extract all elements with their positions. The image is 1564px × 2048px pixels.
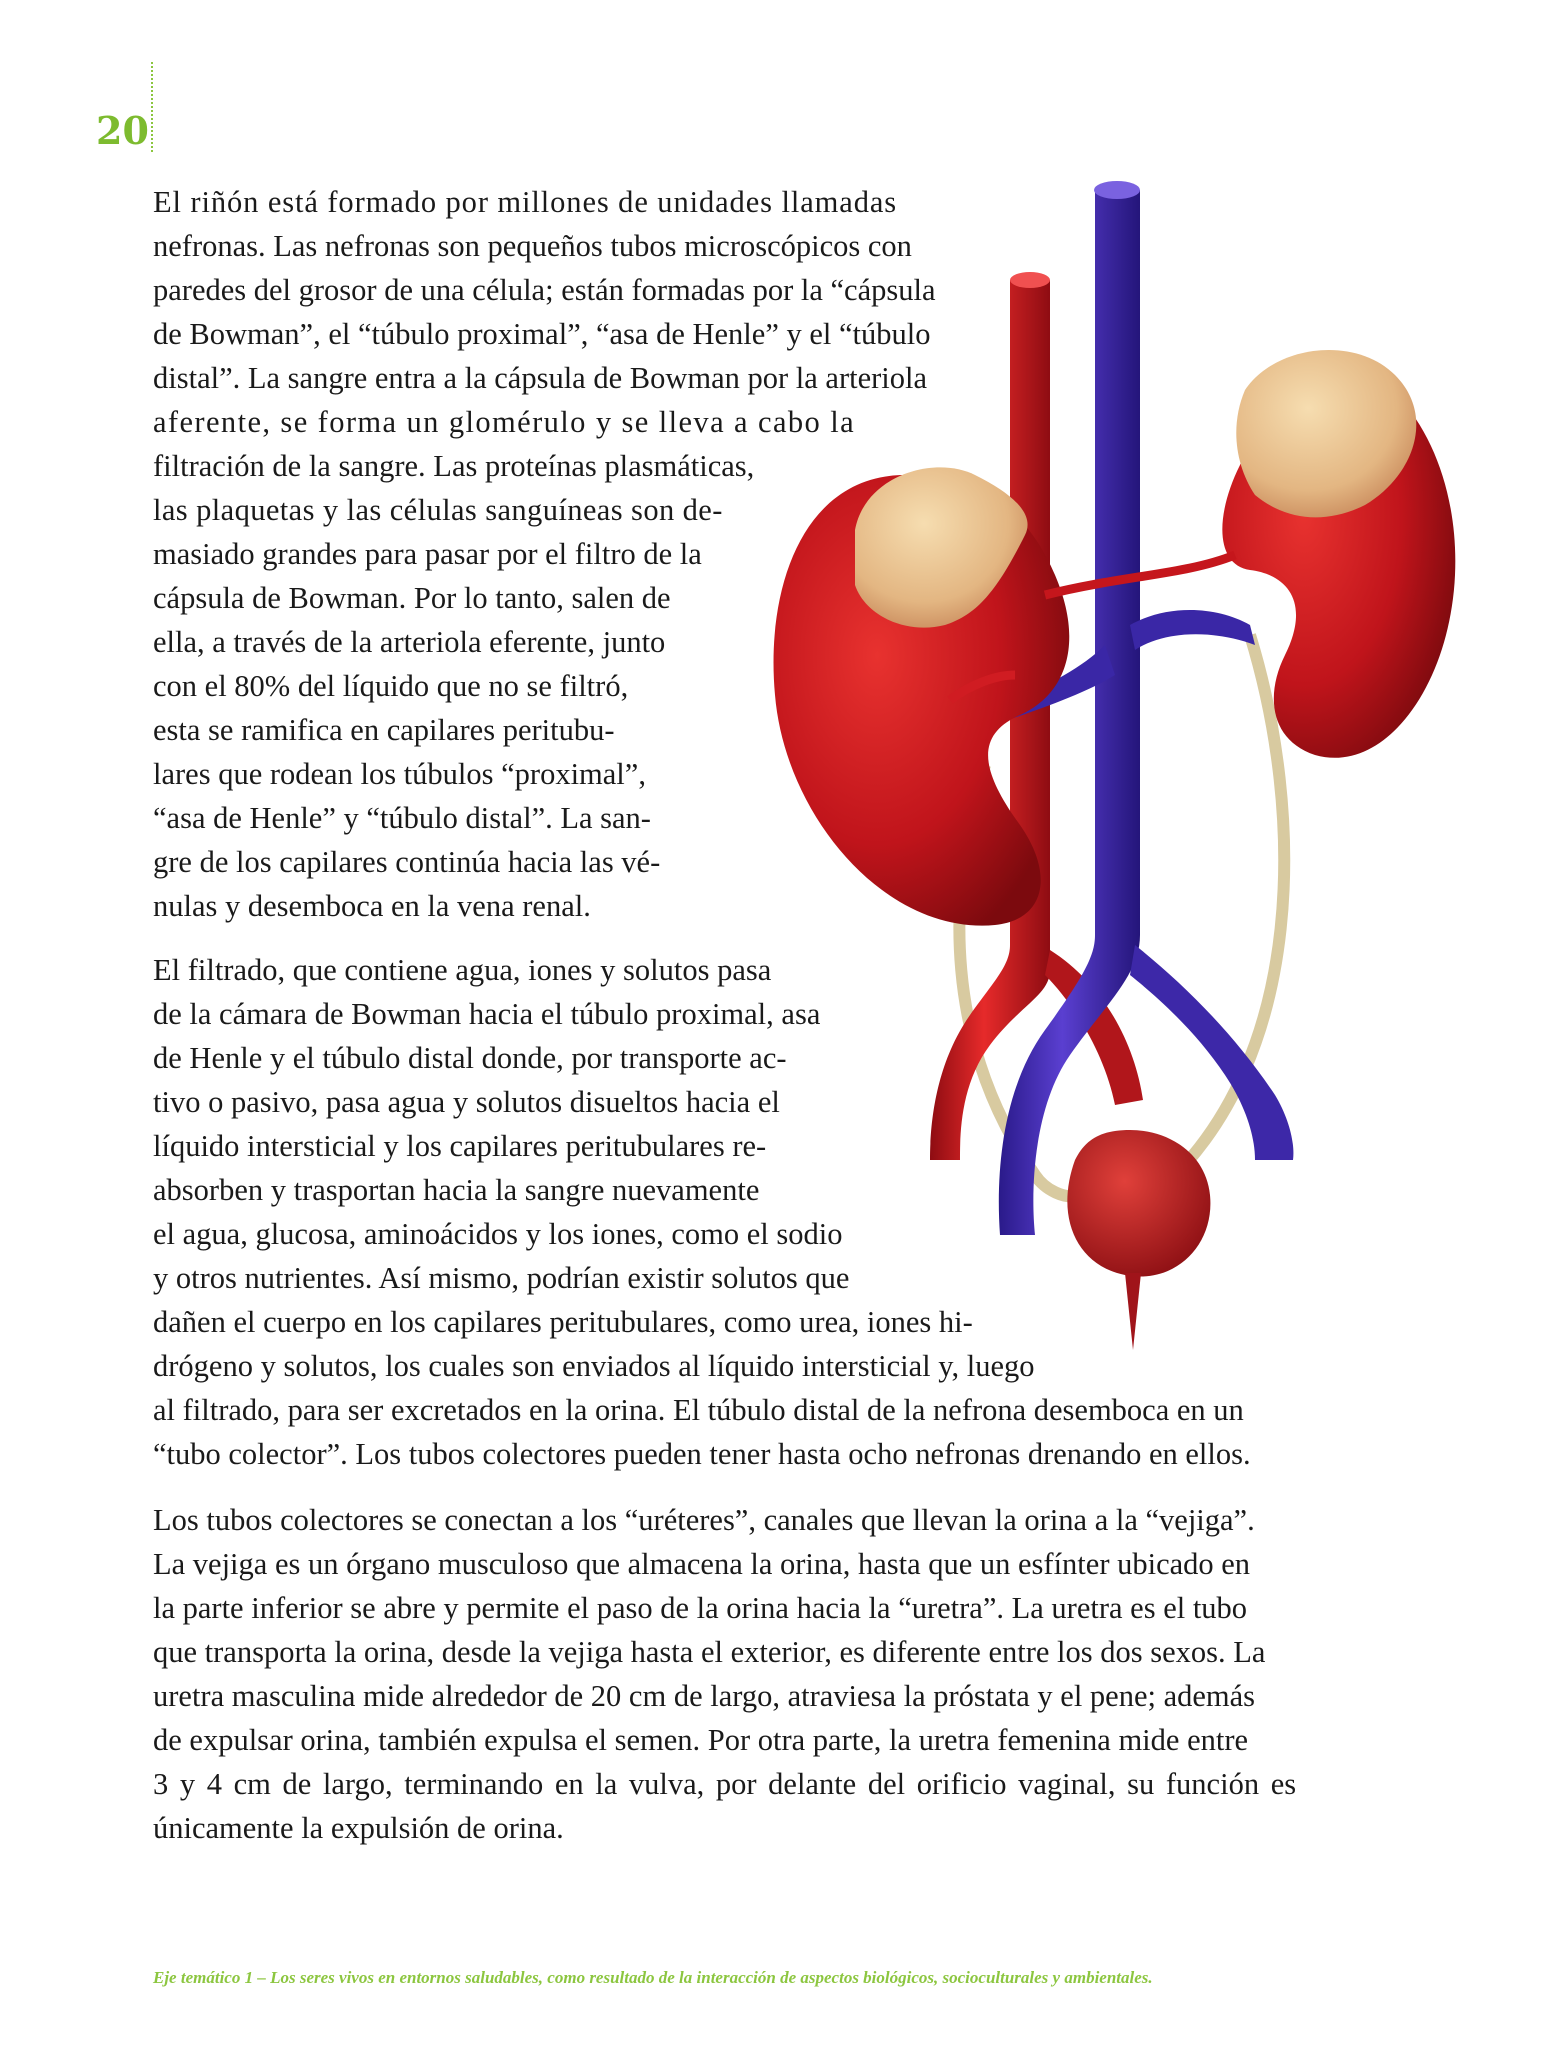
paragraph-2-line: al filtrado, para ser excretados en la orina. El túbulo distal de la nefrona desemboca en un: [153, 1393, 1244, 1427]
paragraph-1-line: gre de los capilares continúa hacia las vé-: [153, 845, 661, 879]
paragraph-1-line: las plaquetas y las células sanguíneas son de-: [153, 493, 723, 527]
urethra: [1125, 1273, 1141, 1350]
paragraph-2-line: de la cámara de Bowman hacia el túbulo proximal, asa: [153, 997, 821, 1031]
bladder: [1067, 1130, 1210, 1277]
page-footer: Eje temático 1 – Los seres vivos en entornos saludables, como resultado de la interacción de aspectos biológicos, socioculturales y ambientales.: [153, 1968, 1153, 1987]
paragraph-1-line: con el 80% del líquido que no se filtró,: [153, 669, 629, 703]
right-renal-vein: [1130, 610, 1255, 650]
paragraph-3-line: uretra masculina mide alrededor de 20 cm de largo, atraviesa la próstata y el pene; además: [153, 1679, 1256, 1713]
paragraph-3-line: de expulsar orina, también expulsa el semen. Por otra parte, la uretra femenina mide entre: [153, 1723, 1249, 1757]
paragraph-1-line: “asa de Henle” y “túbulo distal”. La san-: [153, 801, 651, 835]
paragraph-1-line: nulas y desemboca en la vena renal.: [153, 889, 591, 923]
paragraph-3-line: La vejiga es un órgano musculoso que almacena la orina, hasta que un esfínter ubicado en: [153, 1547, 1251, 1581]
vena-cava-top: [1094, 181, 1140, 199]
paragraph-1-line: esta se ramifica en capilares peritubu-: [153, 713, 615, 747]
page-number-rule: [151, 62, 153, 152]
paragraph-2-line: dañen el cuerpo en los capilares peritubulares, como urea, iones hi-: [153, 1305, 973, 1339]
paragraph-2-line: El filtrado, que contiene agua, iones y solutos pasa: [153, 953, 772, 987]
paragraph-2-line: tivo o pasivo, pasa agua y solutos disueltos hacia el: [153, 1085, 780, 1119]
paragraph-3-line: 3 y 4 cm de largo, terminando en la vulva, por delante del orificio vaginal, su función es: [153, 1767, 1297, 1801]
paragraph-1-line: distal”. La sangre entra a la cápsula de Bowman por la arteriola: [153, 361, 928, 395]
paragraph-2-line: drógeno y solutos, los cuales son enviados al líquido intersticial y, luego: [153, 1349, 1035, 1383]
paragraph-2-line: y otros nutrientes. Así mismo, podrían existir solutos que: [153, 1261, 850, 1295]
paragraph-2-line: de Henle y el túbulo distal donde, por transporte ac-: [153, 1041, 787, 1075]
paragraph-1-line: lares que rodean los túbulos “proximal”,: [153, 757, 646, 791]
paragraph-3-line: Los tubos colectores se conectan a los “uréteres”, canales que llevan la orina a la “vejiga”.: [153, 1503, 1255, 1537]
paragraph-3-line: únicamente la expulsión de orina.: [153, 1811, 564, 1845]
paragraph-2-line: “tubo colector”. Los tubos colectores pueden tener hasta ocho nefronas drenando en ellos.: [153, 1437, 1251, 1471]
paragraph-1-line: aferente, se forma un glomérulo y se lleva a cabo la: [153, 405, 856, 439]
paragraph-1-line: masiado grandes para pasar por el filtro de la: [153, 537, 702, 571]
paragraph-1-line: paredes del grosor de una célula; están formadas por la “cápsula: [153, 273, 936, 307]
paragraph-1-line: ella, a través de la arteriola eferente, junto: [153, 625, 666, 659]
paragraph-3-line: la parte inferior se abre y permite el paso de la orina hacia la “uretra”. La uretra es el tubo: [153, 1591, 1248, 1625]
aorta-top: [1010, 272, 1050, 288]
paragraph-1-line: El riñón está formado por millones de unidades llamadas: [153, 185, 898, 219]
paragraph-1-line: de Bowman”, el “túbulo proximal”, “asa de Henle” y el “túbulo: [153, 317, 931, 351]
paragraph-1-line: filtración de la sangre. Las proteínas plasmáticas,: [153, 449, 755, 483]
page-number: 20: [96, 108, 149, 153]
paragraph-1-line: nefronas. Las nefronas son pequeños tubos microscópicos con: [153, 229, 912, 263]
paragraph-2-line: líquido intersticial y los capilares peritubulares re-: [153, 1129, 767, 1163]
paragraph-2-line: absorben y trasportan hacia la sangre nuevamente: [153, 1173, 760, 1207]
paragraph-3-line: que transporta la orina, desde la vejiga hasta el exterior, es diferente entre los dos sexos. La: [153, 1635, 1266, 1669]
paragraph-2-line: el agua, glucosa, aminoácidos y los iones, como el sodio: [153, 1217, 843, 1251]
paragraph-1-line: cápsula de Bowman. Por lo tanto, salen de: [153, 581, 671, 615]
